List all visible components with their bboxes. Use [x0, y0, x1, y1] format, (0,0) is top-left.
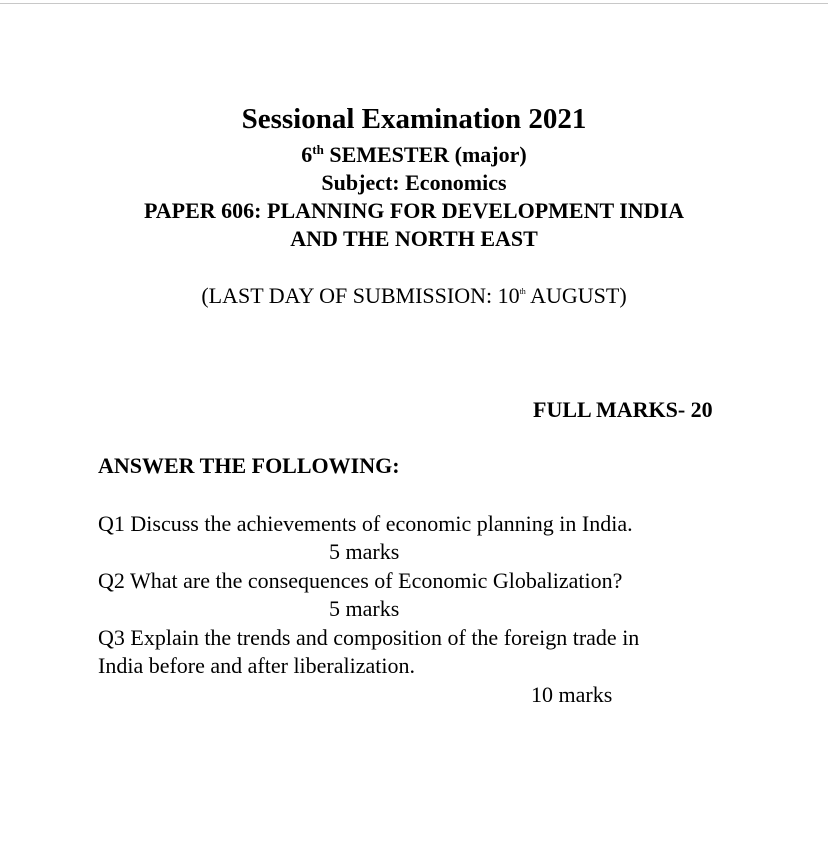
exam-title: Sessional Examination 2021 [241, 103, 587, 135]
deadline-text: (LAST DAY OF SUBMISSION: 10 [201, 283, 520, 308]
question-3-line-2: India before and after liberalization. [98, 653, 416, 678]
question-1-marks: 5 marks [329, 539, 400, 564]
semester-number: 6 [301, 142, 313, 167]
semester-ordinal-suffix: th [312, 142, 324, 157]
deadline-ordinal-suffix: th [519, 287, 526, 296]
paper-title-line-2: AND THE NORTH EAST [290, 226, 538, 251]
question-3-line-1: Q3 Explain the trends and composition of the foreign trade in [98, 625, 640, 650]
paper-title-line-1: PAPER 606: PLANNING FOR DEVELOPMENT INDIA [143, 198, 685, 223]
full-marks: FULL MARKS- 20 [533, 397, 713, 422]
question-3-marks: 10 marks [531, 682, 613, 707]
instruction-heading: ANSWER THE FOLLOWING: [98, 453, 400, 478]
semester-text: SEMESTER (major) [323, 142, 527, 167]
question-2-marks: 5 marks [329, 596, 400, 621]
question-2: Q2 What are the consequences of Economic Globalization? [98, 568, 623, 593]
semester-heading [0, 142, 828, 168]
submission-deadline [0, 283, 828, 309]
subject-heading: Subject: Economics [321, 170, 507, 195]
question-1: Q1 Discuss the achievements of economic planning in India. [98, 511, 633, 536]
deadline-month: AUGUST) [525, 283, 627, 308]
